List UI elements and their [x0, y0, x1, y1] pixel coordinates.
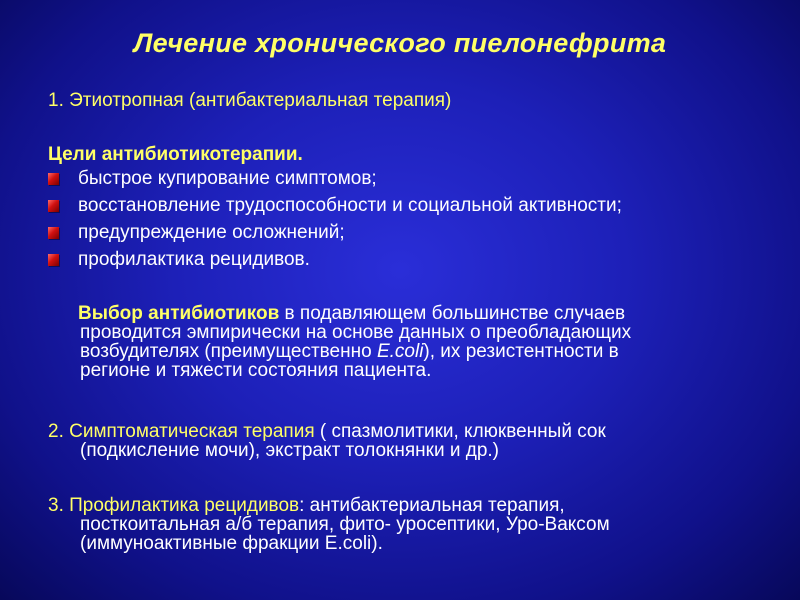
section1-heading: 1. Этиотропная (антибактериальная терапия) [48, 90, 452, 111]
antibiotics-line1: в подавляющем большинстве случаев [279, 303, 626, 324]
ecoli-italic: E.coli [376, 341, 424, 362]
red-square-bullet-icon [48, 173, 59, 185]
section3-lead: 3. Профилактика рецидивов [48, 495, 300, 516]
slide-title: Лечение хронического пиелонефрита [133, 28, 667, 58]
section2-line2: (подкисление мочи), экстракт толокнянки и др.) [80, 440, 500, 461]
section3-line3: (иммуноактивные фракции E.coli). [80, 533, 383, 554]
goals-heading: Цели антибиотикотерапии. [48, 144, 303, 165]
red-square-bullet-icon [48, 254, 59, 266]
goal-text: профилактика рецидивов. [78, 249, 310, 270]
antibiotics-lead: Выбор антибиотиков [78, 303, 280, 324]
section3-line2: посткоитальная а/б терапия, фито- уросептики, Уро-Ваксом [80, 514, 610, 535]
section2-paragraph [48, 422, 606, 460]
goal-text: предупреждение осложнений; [78, 222, 345, 243]
antibiotics-line3b: ), их резистентности в [423, 341, 619, 362]
antibiotics-paragraph [48, 304, 631, 380]
red-square-bullet-icon [48, 200, 59, 212]
section3-paragraph [48, 496, 610, 553]
section3-line1: : антибактериальная терапия, [299, 495, 565, 516]
section2-line1: ( спазмолитики, клюквенный сок [314, 421, 606, 442]
goal-text: быстрое купирование симптомов; [78, 168, 377, 189]
red-square-bullet-icon [48, 227, 59, 239]
section2-lead: 2. Симптоматическая терапия [48, 421, 315, 442]
goal-text: восстановление трудоспособности и социальной активности; [78, 195, 622, 216]
antibiotics-line4: регионе и тяжести состояния пациента. [80, 360, 432, 381]
antibiotics-line2: проводится эмпирически на основе данных о преобладающих [80, 322, 632, 343]
antibiotics-line3a: возбудителях (преимущественно [80, 341, 377, 362]
